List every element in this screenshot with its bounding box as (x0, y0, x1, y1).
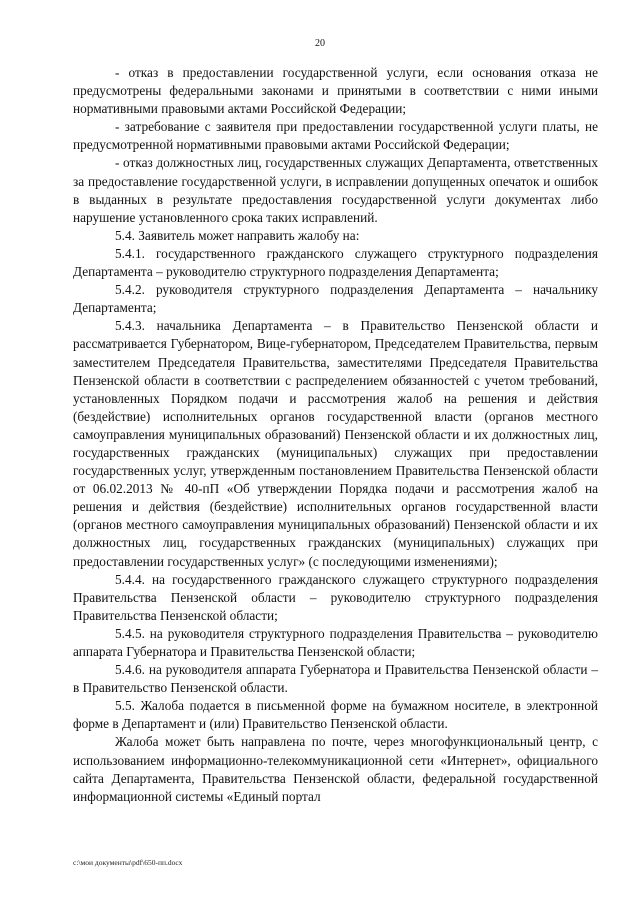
paragraph-fee-demand: - затребование с заявителя при предоставлении государственной услуги платы, не предусмотренной нормативными правовыми актами Российской Федерации; (73, 119, 598, 153)
paragraph-5-4-3: 5.4.3. начальника Департамента – в Правительство Пензенской области и рассматривается Губернатором, Вице-губернатором, Председателем Правительства, первым заместителем Председателя Правительства, заместителями Председателя Правительства Пензенской области в соответствии с распределением обязанностей с учетом требований, установленных Порядком подачи и рассмотрения жалоб на решения и действия (бездействие) исполнительных органов государственной власти (органов местного самоуправления муниципальных образований) Пензенской области и их должностных лиц, государственных гражданских (муниципальных) служащих при предоставлении государственных услуг, утвержденным постановлением Правительства Пензенской области от 06.02.2013 № 40-пП «Об утверждении Порядка подачи и рассмотрения жалоб на решения и действия (бездействие) исполнительных органов государственной власти (органов местного самоуправления муниципальных образований) Пензенской области и их должностных лиц, государственных гражданских (муниципальных) служащих при предоставлении государственных услуг» (с последующими изменениями); (73, 318, 598, 569)
paragraph-refusal-grounds: - отказ в предоставлении государственной услуги, если основания отказа не предусмотрены федеральными законами и принятыми в соответствии с ними иными нормативными правовыми актами Российской Федерации; (73, 65, 598, 117)
paragraph-5-4-4: 5.4.4. на государственного гражданского служащего структурного подразделения Правительства Пензенской области – руководителю структурного подразделения Правительства Пензенской области; (73, 571, 598, 623)
document-body (73, 64, 598, 806)
page-number: 20 (315, 38, 325, 49)
paragraph-5-4: 5.4. Заявитель может направить жалобу на: (115, 227, 360, 243)
footer-file-path: c:\мои документы\pdf\650-пп.docx (73, 858, 183, 867)
paragraph-5-4-1: 5.4.1. государственного гражданского служащего структурного подразделения Департамента – руководителю структурного подразделения Департамента; (73, 245, 598, 280)
paragraph-5-4-6: 5.4.6. на руководителя аппарата Губернатора и Правительства Пензенской области – в Правительство Пензенской области. (73, 662, 598, 696)
paragraph-5-5: 5.5. Жалоба подается в письменной форме на бумажном носителе, в электронной форме в Департамент и (или) Правительство Пензенской области. (73, 698, 598, 732)
paragraph-correction-refusal: - отказ должностных лиц, государственных служащих Департамента, ответственных за предоставление государственной услуги, в исправлении допущенных опечаток и ошибок в выданных в результате предоставления государственной услуги документах либо нарушение установленного срока таких исправлений. (73, 155, 598, 225)
paragraph-5-4-5: 5.4.5. на руководителя структурного подразделения Правительства – руководителю аппарата Губернатора и Правительства Пензенской области; (73, 625, 598, 659)
paragraph-5-4-2: 5.4.2. руководителя структурного подразделения Департамента – начальнику Департамента; (73, 282, 598, 316)
paragraph-complaint-channels: Жалоба может быть направлена по почте, через многофункциональный центр, с использованием информационно-телекоммуникационной сети «Интернет», официального сайта Департамента, Правительства Пензенской области, федеральной государственной информационной системы «Единый портал (73, 734, 598, 804)
